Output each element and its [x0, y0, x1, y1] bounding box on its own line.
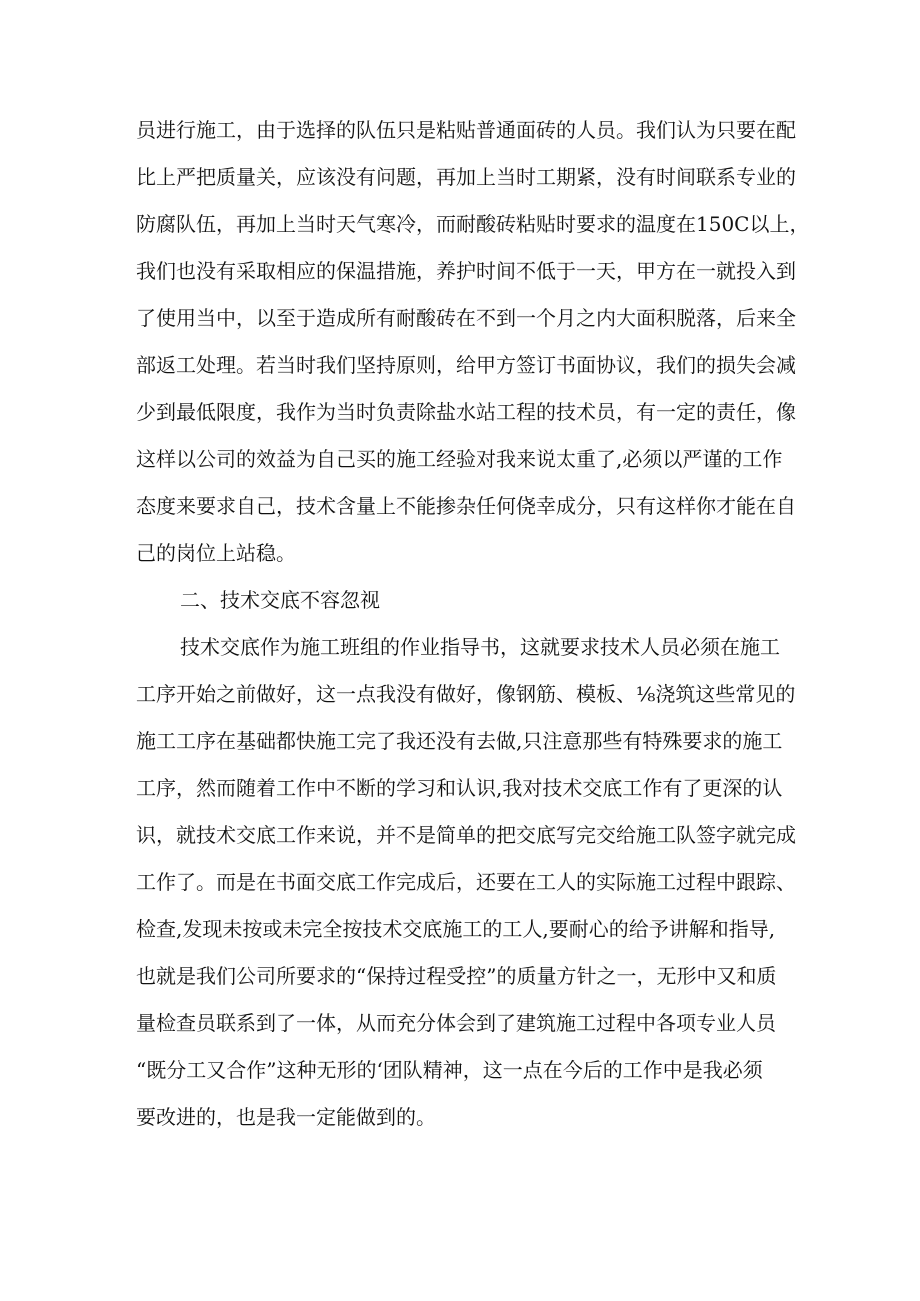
text-line: 也就是我们公司所要求的“保持过程受控”的质量方针之一，无形中又和质	[136, 964, 777, 988]
text-line: 我们也没有采取相应的保温措施，养护时间不低于一天，甲方在一就投入到	[136, 259, 796, 283]
text-line: 检查,发现未按或未完全按技术交底施工的工人,要耐心的给予讲解和指导,	[136, 917, 776, 941]
text-line: 量检查员联系到了一体，从而充分体会到了建筑施工过程中各项专业人员	[136, 1011, 776, 1035]
text-line: 防腐队伍，再加上当时天气寒冷，而耐酸砖粘贴时要求的温度在150C以上，	[136, 212, 810, 236]
text-line: 识，就技术交底工作来说，并不是简单的把交底写完交给施工队签字就完成	[136, 823, 796, 847]
text-line: “既分工又合作”这种无形的‘团队精神，这一点在今后的工作中是我必须	[136, 1058, 763, 1082]
text-line: 了使用当中，以至于造成所有耐酸砖在不到一个月之内大面积脱落，后来全	[136, 306, 796, 330]
text-line: 工序，然而随着工作中不断的学习和认识,我对技术交底工作有了更深的认	[136, 776, 783, 800]
text-line: 工作了。而是在书面交底工作完成后，还要在工人的实际施工过程中跟踪、	[136, 870, 796, 894]
text-line: 要改进的，也是我一定能做到的。	[136, 1105, 436, 1129]
text-line: 比上严把质量关，应该没有问题，再加上当时工期紧，没有时间联系专业的	[136, 165, 796, 189]
text-line: 少到最低限度，我作为当时负责除盐水站工程的技术员，有一定的责任，像	[136, 400, 796, 424]
text-line: 态度来要求自己，技术含量上不能掺杂任何侥幸成分，只有这样你才能在自	[136, 494, 796, 518]
text-line: 部返工处理。若当时我们坚持原则，给甲方签订书面协议，我们的损失会减	[136, 353, 796, 377]
text-line: 己的岗位上站稳。	[136, 541, 296, 565]
text-line: 这样以公司的效益为自己买的施工经验对我来说太重了,必须以严谨的工作	[136, 447, 783, 471]
text-line: 施工工序在基础都快施工完了我还没有去做,只注意那些有特殊要求的施工	[136, 729, 783, 753]
section-heading: 二、技术交底不容忽视	[180, 588, 380, 612]
text-line: 技术交底作为施工班组的作业指导书，这就要求技术人员必须在施工	[180, 635, 780, 659]
text-line: 工序开始之前做好，这一点我没有做好，像钢筋、模板、⅛浇筑这些常见的	[136, 682, 796, 706]
text-line: 员进行施工，由于选择的队伍只是粘贴普通面砖的人员。我们认为只要在配	[136, 118, 796, 142]
